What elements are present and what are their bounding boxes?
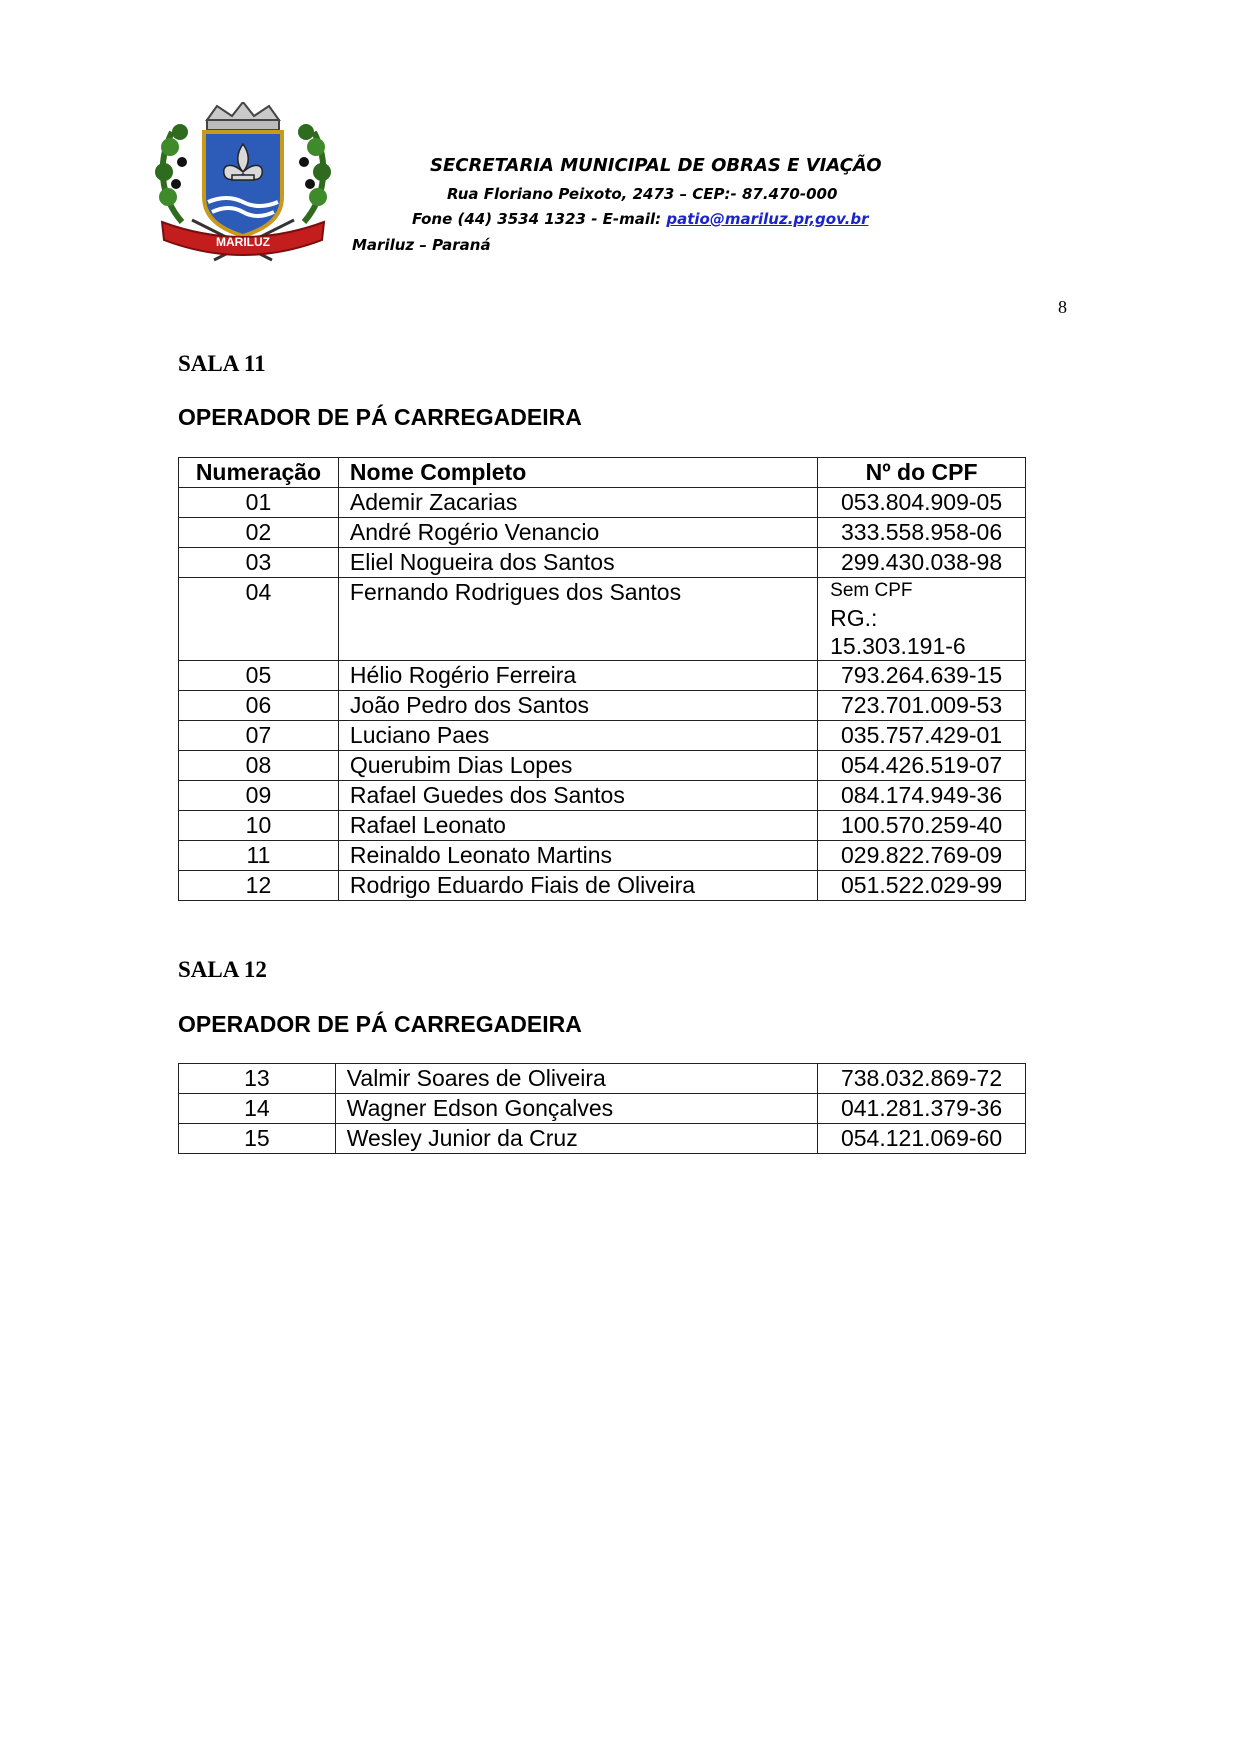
row-cpf-cell [818, 578, 1026, 661]
column-header-name: Nome Completo [338, 458, 817, 488]
row-cpf: 100.570.259-40 [818, 811, 1026, 841]
table-row [179, 518, 1026, 548]
page-number: 8 [1058, 297, 1067, 317]
table-row [179, 751, 1026, 781]
row-cpf: 299.430.038-98 [818, 548, 1026, 578]
row-cpf: 029.822.769-09 [818, 841, 1026, 871]
row-name: Rafael Guedes dos Santos [338, 781, 817, 811]
city-state: Mariluz – Paraná [352, 236, 491, 254]
rg-label: RG.: [830, 605, 878, 631]
row-number: 10 [179, 811, 339, 841]
table-row [179, 811, 1026, 841]
municipal-coat-of-arms-icon [152, 102, 334, 262]
row-cpf: 738.032.869-72 [818, 1064, 1026, 1094]
row-name: Hélio Rogério Ferreira [338, 661, 817, 691]
row-number: 11 [179, 841, 339, 871]
column-header-number: Numeração [179, 458, 339, 488]
row-name: João Pedro dos Santos [338, 691, 817, 721]
table-row [179, 1064, 1026, 1094]
row-cpf: 051.522.029-99 [818, 871, 1026, 901]
table-row [179, 578, 1026, 661]
department-contact [412, 210, 868, 228]
row-number: 03 [179, 548, 339, 578]
row-number: 05 [179, 661, 339, 691]
row-name: André Rogério Venancio [338, 518, 817, 548]
candidates-table-room-11 [178, 457, 1026, 901]
row-cpf: 041.281.379-36 [818, 1094, 1026, 1124]
email-link[interactable]: patio@mariluz.pr,gov.br [666, 210, 869, 228]
row-cpf: 054.121.069-60 [818, 1124, 1026, 1154]
row-name: Luciano Paes [338, 721, 817, 751]
row-number: 06 [179, 691, 339, 721]
row-name: Valmir Soares de Oliveira [335, 1064, 817, 1094]
table-row [179, 841, 1026, 871]
row-cpf: 035.757.429-01 [818, 721, 1026, 751]
table-row [179, 661, 1026, 691]
coat-of-arms-logo [152, 102, 334, 262]
table-row [179, 1124, 1026, 1154]
column-header-cpf: Nº do CPF [818, 458, 1026, 488]
row-number: 14 [179, 1094, 336, 1124]
section-role-title: OPERADOR DE PÁ CARREGADEIRA [178, 404, 582, 430]
section-role-title: OPERADOR DE PÁ CARREGADEIRA [178, 1011, 582, 1037]
table-row [179, 721, 1026, 751]
row-name: Eliel Nogueira dos Santos [338, 548, 817, 578]
table-header-row [179, 458, 1026, 488]
row-number: 04 [179, 578, 339, 661]
row-number: 02 [179, 518, 339, 548]
row-cpf: 793.264.639-15 [818, 661, 1026, 691]
row-name: Reinaldo Leonato Martins [338, 841, 817, 871]
table-row [179, 781, 1026, 811]
row-cpf: 054.426.519-07 [818, 751, 1026, 781]
svg-text:MARILUZ: MARILUZ [216, 235, 270, 249]
row-name: Rafael Leonato [338, 811, 817, 841]
department-title: SECRETARIA MUNICIPAL DE OBRAS E VIAÇÃO [430, 155, 882, 176]
row-number: 07 [179, 721, 339, 751]
row-number: 12 [179, 871, 339, 901]
no-cpf-note: Sem CPF [830, 580, 913, 601]
row-number: 08 [179, 751, 339, 781]
row-name: Wesley Junior da Cruz [335, 1124, 817, 1154]
table-row [179, 691, 1026, 721]
section-room-title: SALA 12 [178, 957, 267, 982]
row-number: 15 [179, 1124, 336, 1154]
row-cpf: 084.174.949-36 [818, 781, 1026, 811]
row-cpf: 053.804.909-05 [818, 488, 1026, 518]
table-row [179, 548, 1026, 578]
row-name: Ademir Zacarias [338, 488, 817, 518]
department-address: Rua Floriano Peixoto, 2473 – CEP:- 87.470-000 [447, 185, 838, 203]
rg-value: 15.303.191-6 [830, 633, 966, 659]
row-name: Querubim Dias Lopes [338, 751, 817, 781]
table-row [179, 488, 1026, 518]
phone-text: Fone (44) 3534 1323 - E-mail: [412, 210, 667, 228]
row-number: 09 [179, 781, 339, 811]
table-row [179, 871, 1026, 901]
row-number: 01 [179, 488, 339, 518]
row-name: Fernando Rodrigues dos Santos [338, 578, 817, 661]
row-cpf: 333.558.958-06 [818, 518, 1026, 548]
row-name: Wagner Edson Gonçalves [335, 1094, 817, 1124]
row-name: Rodrigo Eduardo Fiais de Oliveira [338, 871, 817, 901]
section-room-title: SALA 11 [178, 351, 266, 376]
table-row [179, 1094, 1026, 1124]
row-cpf: 723.701.009-53 [818, 691, 1026, 721]
row-number: 13 [179, 1064, 336, 1094]
candidates-table-room-12 [178, 1063, 1026, 1154]
